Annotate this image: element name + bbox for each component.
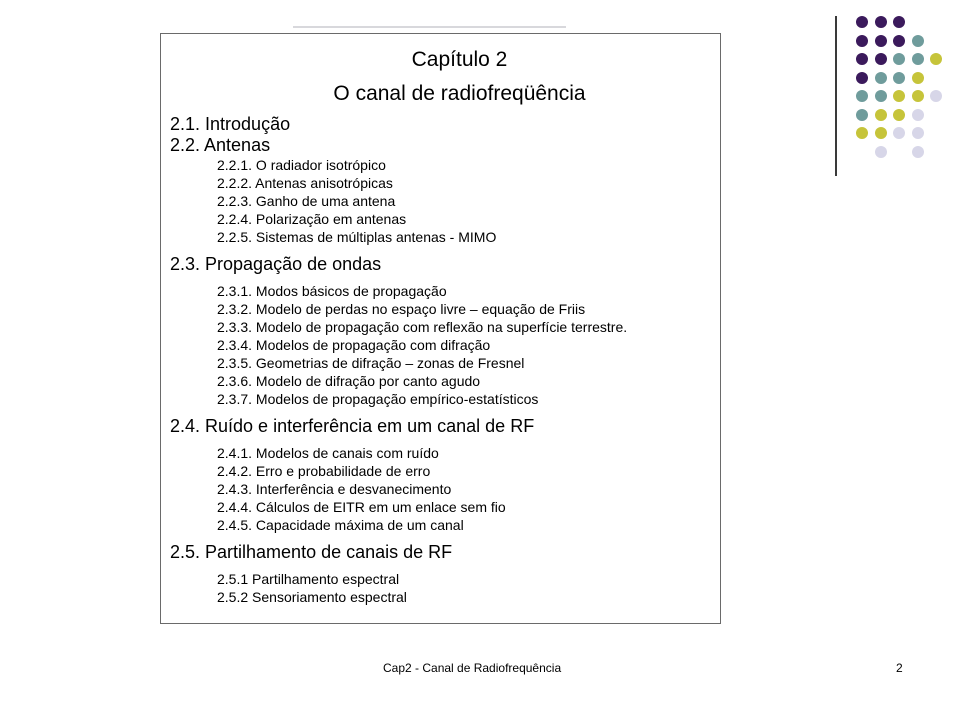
toc-subsection-item: 2.4.4. Cálculos de EITR em um enlace sem fio: [217, 499, 506, 515]
toc-subsection-list: [217, 570, 627, 606]
decorative-dot: [912, 35, 924, 47]
decorative-dot: [856, 109, 868, 121]
table-of-contents: [170, 114, 627, 606]
toc-subsection-list: [217, 156, 627, 246]
decorative-dot: [893, 16, 905, 28]
toc-subsection-list: [217, 282, 627, 408]
decorative-dot: [930, 53, 942, 65]
decorative-dot: [893, 127, 905, 139]
toc-subsection-item: 2.2.2. Antenas anisotrópicas: [217, 175, 393, 191]
decorative-dot: [912, 53, 924, 65]
decorative-dot: [912, 72, 924, 84]
decorative-dot: [875, 146, 887, 158]
toc-section-heading: 2.3. Propagação de ondas: [170, 254, 382, 274]
toc-panel: [160, 33, 721, 624]
footer-title: Cap2 - Canal de Radiofrequência: [383, 661, 562, 675]
toc-subsection-item: 2.2.4. Polarização em antenas: [217, 211, 407, 227]
decorative-dot: [930, 90, 942, 102]
decorative-dot: [893, 53, 905, 65]
toc-section-heading: 2.2. Antenas: [170, 135, 271, 155]
page-number: 2: [896, 661, 903, 675]
toc-subsection-item: 2.3.7. Modelos de propagação empírico-estatísticos: [217, 391, 539, 407]
toc-section-heading: 2.4. Ruído e interferência em um canal de RF: [170, 416, 535, 436]
toc-subsection-item: 2.2.3. Ganho de uma antena: [217, 193, 396, 209]
toc-subsection-item: 2.3.2. Modelo de perdas no espaço livre – equação de Friis: [217, 301, 586, 317]
toc-subsection-item: 2.3.6. Modelo de difração por canto agudo: [217, 373, 481, 389]
decorative-dot: [856, 127, 868, 139]
decorative-dot: [875, 72, 887, 84]
decorative-dot: [893, 90, 905, 102]
decorative-dot: [875, 109, 887, 121]
toc-subsection-item: 2.3.5. Geometrias de difração – zonas de Fresnel: [217, 355, 525, 371]
decorative-dot: [875, 16, 887, 28]
decorative-dot: [875, 127, 887, 139]
decorative-dot: [893, 72, 905, 84]
decorative-dot: [893, 35, 905, 47]
toc-subsection-item: 2.4.3. Interferência e desvanecimento: [217, 481, 452, 497]
decorative-dot: [856, 53, 868, 65]
toc-subsection-item: 2.4.1. Modelos de canais com ruído: [217, 445, 439, 461]
decorative-dot: [856, 90, 868, 102]
decorative-dot: [893, 109, 905, 121]
decorative-dot: [856, 72, 868, 84]
decorative-dot: [912, 146, 924, 158]
decorative-dot: [875, 35, 887, 47]
toc-subsection-item: 2.2.5. Sistemas de múltiplas antenas - MIMO: [217, 229, 497, 245]
decorative-dot: [856, 35, 868, 47]
toc-subsection-item: 2.4.5. Capacidade máxima de um canal: [217, 517, 464, 533]
decorative-dot: [912, 127, 924, 139]
toc-subsection-item: 2.3.4. Modelos de propagação com difração: [217, 337, 491, 353]
decorative-dot: [875, 53, 887, 65]
decorative-dot: [912, 109, 924, 121]
toc-subsection-item: 2.5.2 Sensoriamento espectral: [217, 589, 407, 605]
vertical-rule: [835, 16, 837, 176]
toc-subsection-item: 2.3.1. Modos básicos de propagação: [217, 283, 447, 299]
chapter-title: O canal de radiofreqüência: [333, 82, 586, 105]
toc-subsection-item: 2.5.1 Partilhamento espectral: [217, 571, 400, 587]
decorative-dot: [856, 16, 868, 28]
toc-subsection-item: 2.3.3. Modelo de propagação com reflexão na superfície terrestre.: [217, 319, 628, 335]
chapter-label: Capítulo 2: [411, 48, 508, 71]
top-rule: [293, 26, 566, 28]
toc-section-heading: 2.1. Introdução: [170, 114, 291, 134]
toc-section-heading: 2.5. Partilhamento de canais de RF: [170, 542, 453, 562]
toc-subsection-list: [217, 444, 627, 534]
decorative-dot: [875, 90, 887, 102]
toc-subsection-item: 2.2.1. O radiador isotrópico: [217, 157, 386, 173]
toc-subsection-item: 2.4.2. Erro e probabilidade de erro: [217, 463, 431, 479]
decorative-dot: [912, 90, 924, 102]
